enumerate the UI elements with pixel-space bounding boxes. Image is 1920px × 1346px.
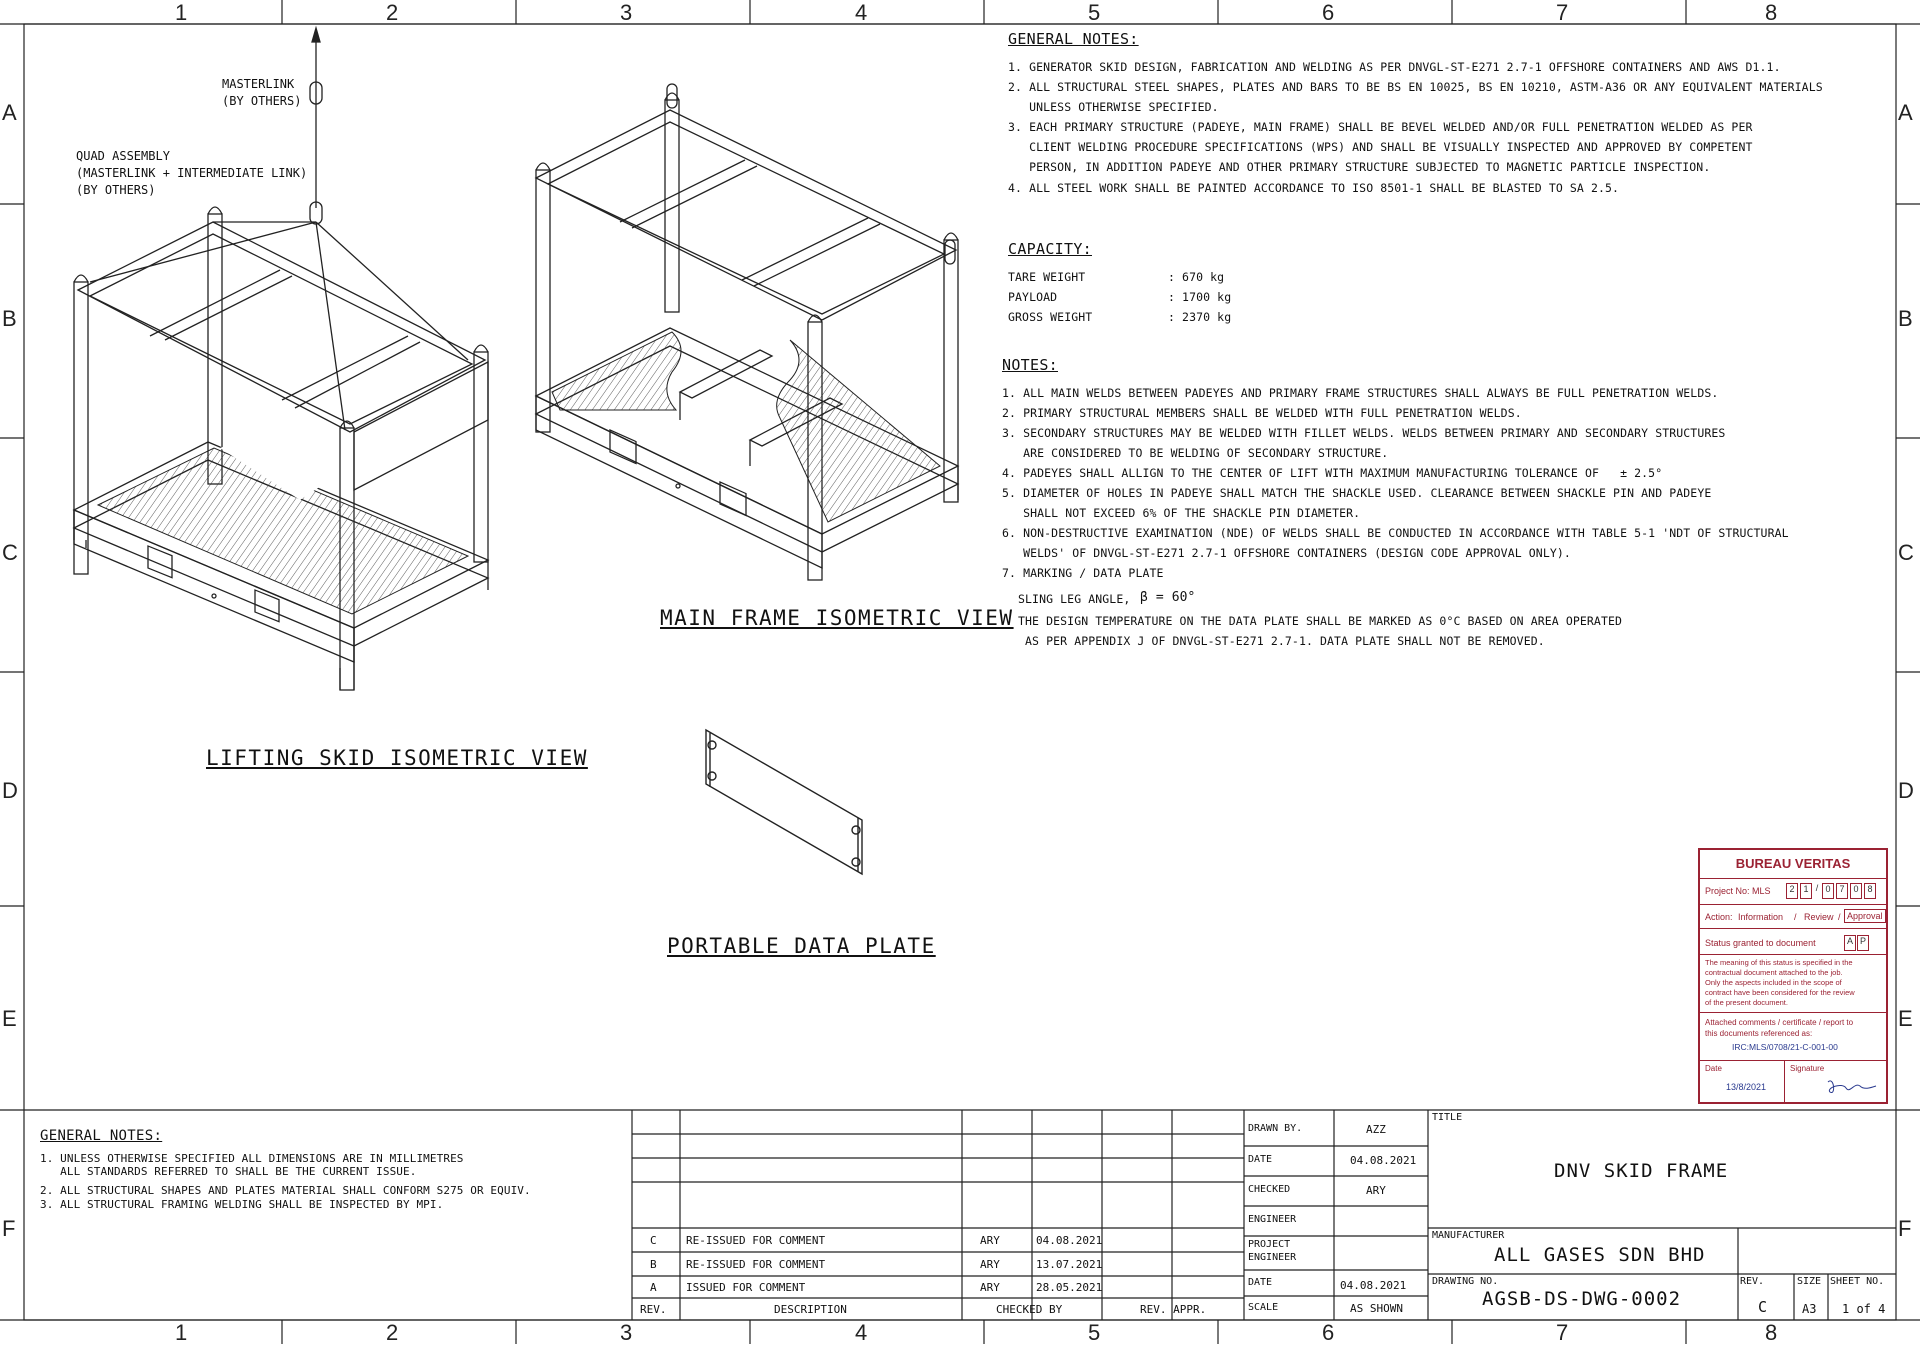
date-label-2: DATE (1248, 1277, 1273, 1288)
bv-date-value: 13/8/2021 (1726, 1082, 1767, 1092)
bv-action-information: Information (1738, 912, 1784, 922)
bv-project-label: Project No: MLS (1705, 886, 1771, 896)
bv-attached-line: this documents referenced as: (1705, 1029, 1813, 1038)
zone-row-e-left: E (2, 1006, 17, 1031)
drawing-number: AGSB-DS-DWG-0002 (1482, 1288, 1682, 1310)
note-line: SHALL NOT EXCEED 6% OF THE SHACKLE PIN DIAMETER. (1002, 506, 1361, 520)
bv-meaning-line: Only the aspects included in the scope of (1705, 978, 1842, 987)
zone-row-b-left: B (2, 306, 17, 331)
zone-row-c-left: C (2, 540, 18, 565)
note-line: 7. MARKING / DATA PLATE (1002, 566, 1164, 580)
bv-meaning-line: The meaning of this status is specified in the (1705, 958, 1853, 967)
note-line: 2. PRIMARY STRUCTURAL MEMBERS SHALL BE WELDED WITH FULL PENETRATION WELDS. (1002, 406, 1522, 420)
bv-title: BUREAU VERITAS (1735, 856, 1851, 871)
zone-row-c-right: C (1898, 540, 1914, 565)
bureau-veritas-stamp: BUREAU VERITAS Project No: MLS 2 1 / 0 7 0 8 Action: Information / Review / Approval Status granted to document A P The meaning of this status is specified in the contractual document attached to the job. Only the aspects included in the scope of contract have been considered for the review of the present document. Attached comments / certificate / report to this documents referenced as: IRC:MLS/0708/21-C-001-00 Date 13/8/2021 Signature (1698, 848, 1888, 1104)
note-line: 1. ALL MAIN WELDS BETWEEN PADEYES AND PRIMARY FRAME STRUCTURES SHALL ALWAYS BE FULL PENETRATION WELDS. (1002, 386, 1719, 400)
zone-row-b-right: B (1898, 306, 1913, 331)
zone-col-2-bottom: 2 (386, 1320, 399, 1345)
revision-row-b-rev: B (650, 1258, 657, 1271)
general-note-line: 4. ALL STEEL WORK SHALL BE PAINTED ACCORDANCE TO ISO 8501-1 SHALL BE BLASTED TO SA 2.5. (1008, 181, 1620, 195)
zone-col-4-top: 4 (855, 0, 868, 25)
date-value-1: 04.08.2021 (1350, 1154, 1417, 1167)
zone-row-f-right: F (1898, 1216, 1912, 1241)
bv-digit: 7 (1836, 883, 1848, 899)
bv-attached-line: Attached comments / certificate / report to (1705, 1018, 1854, 1027)
size-value: A3 (1802, 1302, 1817, 1316)
capacity-tare-label: TARE WEIGHT (1008, 270, 1086, 284)
note-line: 4. PADEYES SHALL ALLIGN TO THE CENTER OF LIFT WITH MAXIMUM MANUFACTURING TOLERANCE OF ± 2.5° (1002, 466, 1663, 480)
note-line: 3. SECONDARY STRUCTURES MAY BE WELDED WITH FILLET WELDS. WELDS BETWEEN PRIMARY AND SECONDARY STRUCTURES (1002, 426, 1726, 440)
bottom-general-notes-heading: GENERAL NOTES: (40, 1128, 163, 1144)
zone-col-1-bottom: 1 (175, 1320, 188, 1345)
zone-row-e-right: E (1898, 1006, 1913, 1031)
bv-reference: IRC:MLS/0708/21-C-001-00 (1732, 1042, 1838, 1052)
bv-status-label: Status granted to document (1705, 938, 1816, 948)
revision-header-checked-by: CHECKED BY (996, 1303, 1063, 1316)
capacity-gross-value: : 2370 kg (1168, 310, 1232, 324)
capacity-gross-label: GROSS WEIGHT (1008, 310, 1093, 324)
note-line: ARE CONSIDERED TO BE WELDING OF SECONDARY STRUCTURE. (1002, 446, 1389, 460)
manufacturer-name: ALL GASES SDN BHD (1494, 1244, 1706, 1266)
bv-digit: 2 (1786, 883, 1798, 899)
rev-label: REV. (1740, 1276, 1765, 1287)
zone-col-8-bottom: 8 (1765, 1320, 1778, 1345)
zone-col-2-top: 2 (386, 0, 399, 25)
scale-value: AS SHOWN (1350, 1302, 1403, 1315)
drawing-no-label: DRAWING NO. (1432, 1276, 1499, 1287)
bv-action-review: Review (1804, 912, 1834, 922)
revision-row-b-desc: RE-ISSUED FOR COMMENT (686, 1258, 826, 1271)
revision-row-a-by: ARY (980, 1281, 1000, 1294)
bv-status-code: A (1844, 935, 1856, 951)
revision-row-a-rev: A (650, 1281, 657, 1294)
capacity-payload-label: PAYLOAD (1008, 290, 1058, 304)
design-temperature-line: THE DESIGN TEMPERATURE ON THE DATA PLATE SHALL BE MARKED AS 0°C BASED ON AREA OPERATED (1018, 614, 1623, 628)
manufacturer-label: MANUFACTURER (1432, 1230, 1505, 1241)
date-value-2: 04.08.2021 (1340, 1279, 1407, 1292)
zone-col-6-bottom: 6 (1322, 1320, 1335, 1345)
zone-col-1-top: 1 (175, 0, 188, 25)
capacity-tare-value: : 670 kg (1168, 270, 1225, 284)
main-frame-view-title: MAIN FRAME ISOMETRIC VIEW (660, 606, 1014, 630)
bv-meaning-line: contract have been considered for the review (1705, 988, 1855, 997)
revision-row-a-desc: ISSUED FOR COMMENT (686, 1281, 806, 1294)
sheet-label: SHEET NO. (1830, 1276, 1885, 1287)
general-note-line: 2. ALL STRUCTURAL STEEL SHAPES, PLATES AND BARS TO BE BS EN 10025, BS EN 10210, ASTM-A36 OR ANY EQUIVALENT MATERIALS (1008, 80, 1823, 94)
sling-leg-angle-label: SLING LEG ANGLE, (1018, 592, 1131, 606)
zone-col-8-top: 8 (1765, 0, 1778, 25)
bv-digit: 8 (1864, 883, 1876, 899)
masterlink-callout: MASTERLINK (BY OTHERS) (222, 77, 302, 108)
zone-col-6-top: 6 (1322, 0, 1335, 25)
zone-col-3-bottom: 3 (620, 1320, 633, 1345)
revision-row-c-rev: C (650, 1234, 657, 1247)
capacity-payload-value: : 1700 kg (1168, 290, 1232, 304)
revision-header-rev-appr: REV. APPR. (1140, 1303, 1207, 1316)
drawing-title: DNV SKID FRAME (1554, 1160, 1729, 1182)
bv-digit: 1 (1800, 883, 1812, 899)
zone-row-a-left: A (2, 100, 17, 125)
bv-status-code: P (1857, 935, 1869, 951)
checked-value: ARY (1366, 1184, 1386, 1197)
zone-col-7-bottom: 7 (1556, 1320, 1569, 1345)
bv-digit: 0 (1850, 883, 1862, 899)
title-label: TITLE (1432, 1112, 1463, 1123)
bv-date-label: Date (1705, 1064, 1722, 1073)
note-line: 5. DIAMETER OF HOLES IN PADEYE SHALL MATCH THE SHACKLE USED. CLEARANCE BETWEEN SHACKLE PIN AND PADEYE (1002, 486, 1712, 500)
revision-row-b-by: ARY (980, 1258, 1000, 1271)
engineer-label: ENGINEER (1248, 1214, 1297, 1225)
bv-digit: 0 (1822, 883, 1834, 899)
general-notes-heading: GENERAL NOTES: (1008, 30, 1139, 48)
project-engineer-label: PROJECT ENGINEER (1248, 1239, 1297, 1263)
zone-row-f-left: F (2, 1216, 16, 1241)
sling-leg-angle-value: β = 60° (1140, 590, 1196, 605)
revision-row-c-by: ARY (980, 1234, 1000, 1247)
zone-col-7-top: 7 (1556, 0, 1569, 25)
bv-meaning-line: contractual document attached to the job. (1705, 968, 1843, 977)
drawn-by-value: AZZ (1366, 1123, 1386, 1136)
zone-row-d-left: D (2, 778, 18, 803)
zone-col-3-top: 3 (620, 0, 633, 25)
bv-meaning-line: of the present document. (1705, 998, 1788, 1007)
drawn-by-label: DRAWN BY. (1248, 1123, 1303, 1134)
bottom-note-line: 2. ALL STRUCTURAL SHAPES AND PLATES MATERIAL SHALL CONFORM S275 OR EQUIV. (40, 1184, 531, 1197)
zone-col-5-top: 5 (1088, 0, 1101, 25)
lifting-skid-view-title: LIFTING SKID ISOMETRIC VIEW (206, 746, 588, 770)
note-line: WELDS' OF DNVGL-ST-E271 2.7-1 OFFSHORE CONTAINERS (DESIGN CODE APPROVAL ONLY). (1002, 546, 1571, 560)
design-temperature-line: AS PER APPENDIX J OF DNVGL-ST-E271 2.7-1. DATA PLATE SHALL NOT BE REMOVED. (1018, 634, 1545, 648)
capacity-heading: CAPACITY: (1008, 240, 1092, 258)
bv-action-approval: Approval (1844, 909, 1886, 923)
general-note-line: UNLESS OTHERWISE SPECIFIED. (1008, 100, 1219, 114)
checked-label: CHECKED (1248, 1184, 1291, 1195)
sheet-value: 1 of 4 (1842, 1302, 1886, 1316)
revision-header-rev: REV. (640, 1303, 667, 1316)
revision-row-c-date: 04.08.2021 (1036, 1234, 1103, 1247)
general-note-line: 3. EACH PRIMARY STRUCTURE (PADEYE, MAIN FRAME) SHALL BE BEVEL WELDED AND/OR FULL PENETRATION WELDED AS PER (1008, 120, 1753, 134)
bottom-note-line: 1. UNLESS OTHERWISE SPECIFIED ALL DIMENSIONS ARE IN MILLIMETRES (40, 1152, 464, 1165)
date-label-1: DATE (1248, 1154, 1273, 1165)
note-line: 6. NON-DESTRUCTIVE EXAMINATION (NDE) OF WELDS SHALL BE CONDUCTED IN ACCORDANCE WITH TABLE 5-1 'NDT OF STRUCTURAL (1002, 526, 1789, 540)
zone-row-a-right: A (1898, 100, 1913, 125)
bottom-note-line: ALL STANDARDS REFERRED TO SHALL BE THE CURRENT ISSUE. (40, 1165, 417, 1178)
revision-row-b-date: 13.07.2021 (1036, 1258, 1103, 1271)
revision-row-c-desc: RE-ISSUED FOR COMMENT (686, 1234, 826, 1247)
bv-action-label: Action: (1705, 912, 1733, 922)
bottom-note-line: 3. ALL STRUCTURAL FRAMING WELDING SHALL BE INSPECTED BY MPI. (40, 1198, 444, 1211)
revision-row-a-date: 28.05.2021 (1036, 1281, 1103, 1294)
bv-digit: / (1815, 883, 1819, 893)
rev-value: C (1758, 1298, 1768, 1316)
general-note-line: CLIENT WELDING PROCEDURE SPECIFICATIONS (WPS) AND SHALL BE VISUALLY INSPECTED AND APPROVED BY COMPETENT (1008, 140, 1753, 154)
scale-label: SCALE (1248, 1302, 1279, 1313)
zone-col-5-bottom: 5 (1088, 1320, 1101, 1345)
notes-heading: NOTES: (1002, 356, 1058, 374)
zone-row-d-right: D (1898, 778, 1914, 803)
general-note-line: 1. GENERATOR SKID DESIGN, FABRICATION AND WELDING AS PER DNVGL-ST-E271 2.7-1 OFFSHORE CONTAINERS AND AWS D1.1. (1008, 60, 1781, 74)
quad-assembly-callout: QUAD ASSEMBLY (MASTERLINK + INTERMEDIATE LINK) (BY OTHERS) (76, 149, 308, 197)
revision-header-description: DESCRIPTION (774, 1303, 847, 1316)
zone-col-4-bottom: 4 (855, 1320, 868, 1345)
general-note-line: PERSON, IN ADDITION PADEYE AND OTHER PRIMARY STRUCTURE SUBJECTED TO MAGNETIC PARTICLE INSPECTION. (1008, 160, 1711, 174)
bv-signature-label: Signature (1790, 1064, 1825, 1073)
size-label: SIZE (1797, 1276, 1822, 1287)
data-plate-view-title: PORTABLE DATA PLATE (667, 934, 936, 958)
